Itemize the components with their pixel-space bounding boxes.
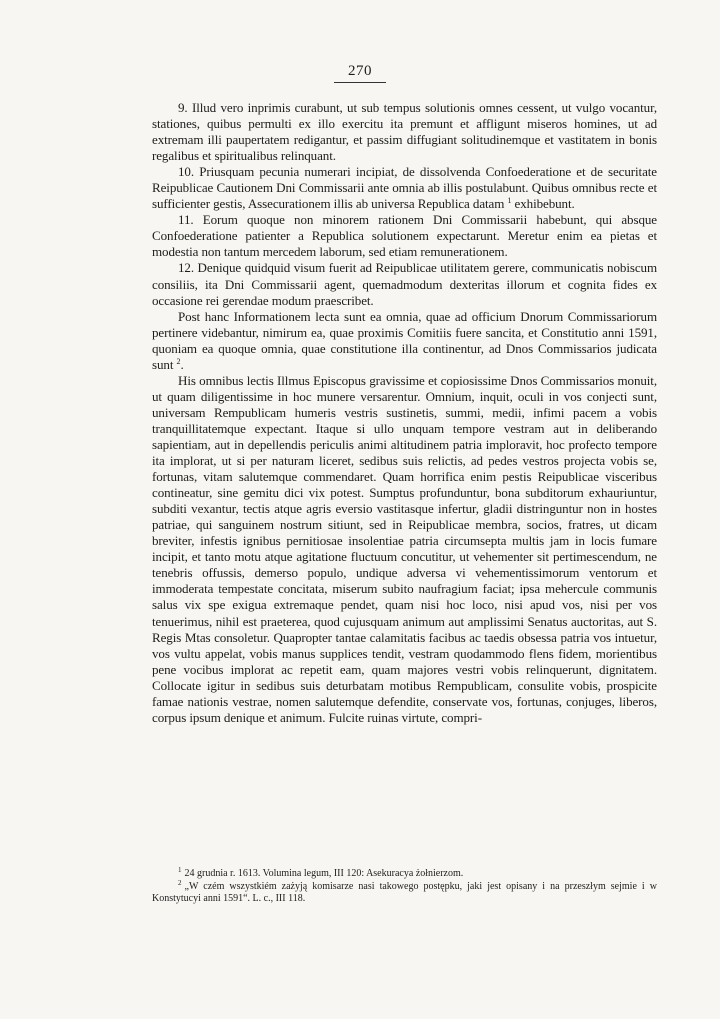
footnotes [152, 868, 657, 906]
footnote-ref[interactable]: 1 [507, 196, 512, 206]
paragraph: His omnibus lectis Illmus Episcopus gravissime et copiosissime Dnos Commissarios monuit, ut quam diligentissime in hoc munere versarentur. Omnium, inquit, oculi in vos conjecti sunt, universam Rempublicam humeris vestris sustinetis, summi, medii, infimi pacem a vobis tranquillitatemque expectant. Itaque si ullo unquam tempore vestram aut in deliberando sapientiam, aut in depellendis periculis animi altitudinem patria imploravit, hoc profecto tempore ita implorat, ut si per naturam liceret, sedibus suis relictis, ad pedes vestros projecta vobis se, fortunas, vitam salutemque commendaret. Quam horrifica enim pestis Reipublicae visceribus contineatur, sine gemitu dici vix potest. Sumptus profunduntur, bona subditorum exhauriuntur, subditi vexantur, tectis atque agris eversio vastitasque infertur, gladii distringuntur non in hostes patriae, qui sanguinem nostrum sitiunt, sed in Reipublicae membra, socios, fratres, ut dicam breviter, infestis ignibus pernitiosae insolentiae patria circumsepta multis jam in locis fumare incipit, et tanto motu atque agitatione fluctuum concutitur, ut vehementer sit pertimescendum, ne tenebris offussis, demerso populo, undique adversa vi vehementissimorum ventorum et immoderata tempestate concitata, miserum subito naufragium faciat; ipsa mehercule communis salus vix spe exigua extremaque pendet, quam nisi hoc loco, nisi apud vos, nisi per vos tenuerimus, nihil est praeterea, quod cujusquam animum aut amplissimi Senatus auctoritas, aut S. Regis Mtas consoletur. Quapropter tantae calamitatis facibus ac taedis obsessa patria vos intuetur, vos vultu appelat, vobis manus supplices tendit, vestram quodammodo flens fidem, morientibus pene vocibus implorat ac repetit eam, quam majores vestri vobis relinquerunt, dignitatem. Collocate igitur in sedibus suis deturbatam motibus Rempublicam, consulite vobis, prospicite famae nationis vestrae, nomen salutemque defendite, conservate vos, fortunas, conjuges, liberos, corpus ipsum denique et animum. Fulcite ruinas virtute, compri- [152, 372, 657, 725]
footnote: $^2$ „W czém wszystkiém zażyją komisarze nasi takowego postępku, jaki jest opisany i na przeszłym sejmie i w Konstytucyi anni 1591“. L. c., III 118. [152, 878, 657, 905]
footnote-mark: 1 [178, 866, 182, 874]
footnote: $^1$ 24 grudnia r. 1613. Volumina legum, III 120: Asekuracya żołnierzom. [178, 866, 464, 879]
paragraph: 10. Priusquam pecunia numerari incipiat, de dissolvenda Confoederatione et de securitate Reipublicae Cautionem Dni Commissarii ante omnia ab illis postulabunt. Quibus omnibus recte et sufficienter gestis, Assecurationem illis ab universa Republica datam $^1$ exhibebunt. [152, 164, 657, 212]
body-text [152, 100, 657, 726]
footnote-mark: 2 [178, 878, 182, 887]
paragraph: 9. Illud vero inprimis curabunt, ut sub tempus solutionis omnes cessent, ut vulgo vocantur, stationes, quibus permulti ex illo exercitu ita premunt et affligunt miseros homines, ut ad extremam illi paupertatem redigantur, et passim diffugiant solitudinemque et vastitatem in bonis regalibus et spiritualibus relinquant. [152, 100, 657, 164]
paragraph: 12. Denique quidquid visum fuerit ad Reipublicae utilitatem gerere, communicatis nobiscum consiliis, ita Dni Commissarii agent, quemadmodum dexteritas illorum et cognita fides ex occasione rei gerendae modum praescribet. [152, 260, 657, 308]
paragraph: Post hanc Informationem lecta sunt ea omnia, quae ad officium Dnorum Commissariorum pertinere videbantur, nimirum ea, quae proximis Comitiis fuere sancita, et Constitutio anni 1591, quoniam ea quoque omnia, quae constitutione illa continentur, ad Dnos Commissarios judicata sunt $^2$. [152, 308, 657, 372]
page-number: 270 [0, 63, 720, 83]
footnote-ref[interactable]: 2 [176, 356, 181, 366]
paragraph: 11. Eorum quoque non minorem rationem Dni Commissarii habebunt, qui absque Confoederatione patienter a Republica solutionem expectarunt. Meretur enim ea pietas et modestia non tantum mercedem laborum, sed etiam remunerationem. [152, 212, 657, 260]
